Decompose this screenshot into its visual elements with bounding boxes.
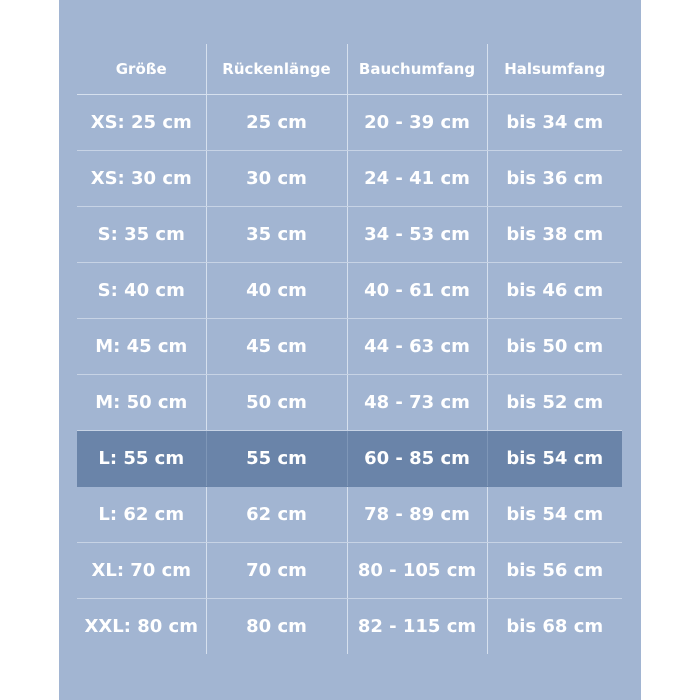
cell-back-length: 62 cm xyxy=(206,487,347,543)
cell-neck-girth: bis 36 cm xyxy=(487,151,622,207)
cell-neck-girth: bis 34 cm xyxy=(487,95,622,151)
table-row xyxy=(77,263,622,319)
cell-size: S: 35 cm xyxy=(77,207,206,263)
table-row xyxy=(77,151,622,207)
cell-back-length: 70 cm xyxy=(206,543,347,599)
cell-neck-girth: bis 54 cm xyxy=(487,487,622,543)
header-size: Größe xyxy=(77,44,206,95)
table-row xyxy=(77,319,622,375)
table-row xyxy=(77,599,622,655)
cell-back-length: 45 cm xyxy=(206,319,347,375)
cell-size: M: 45 cm xyxy=(77,319,206,375)
cell-back-length: 80 cm xyxy=(206,599,347,655)
cell-neck-girth: bis 50 cm xyxy=(487,319,622,375)
cell-belly-girth: 80 - 105 cm xyxy=(347,543,487,599)
table-row xyxy=(77,375,622,431)
cell-back-length: 30 cm xyxy=(206,151,347,207)
header-belly-girth: Bauchumfang xyxy=(347,44,487,95)
table-row xyxy=(77,487,622,543)
cell-size: XXL: 80 cm xyxy=(84,616,198,637)
cell-belly-girth: 34 - 53 cm xyxy=(347,207,487,263)
cell-belly-girth: 44 - 63 cm xyxy=(347,319,487,375)
cell-belly-girth: 60 - 85 cm xyxy=(347,431,487,487)
size-chart-card xyxy=(59,0,641,700)
cell-back-length: 40 cm xyxy=(206,263,347,319)
cell-back-length: 50 cm xyxy=(206,375,347,431)
cell-belly-girth: 48 - 73 cm xyxy=(347,375,487,431)
cell-neck-girth: bis 52 cm xyxy=(487,375,622,431)
cell-neck-girth: bis 38 cm xyxy=(487,207,622,263)
cell-neck-girth: bis 46 cm xyxy=(487,263,622,319)
cell-belly-girth: 20 - 39 cm xyxy=(347,95,487,151)
cell-belly-girth: 40 - 61 cm xyxy=(347,263,487,319)
cell-belly-girth: 24 - 41 cm xyxy=(347,151,487,207)
table-row-highlighted xyxy=(77,431,622,487)
cell-size: S: 40 cm xyxy=(77,263,206,319)
table-row xyxy=(77,95,622,151)
cell-back-length: 35 cm xyxy=(206,207,347,263)
size-chart-table xyxy=(77,44,622,654)
cell-back-length: 55 cm xyxy=(206,431,347,487)
cell-back-length: 25 cm xyxy=(206,95,347,151)
cell-neck-girth: bis 56 cm xyxy=(487,543,622,599)
cell-size: M: 50 cm xyxy=(77,375,206,431)
cell-size: L: 62 cm xyxy=(77,487,206,543)
cell-size: XL: 70 cm xyxy=(77,543,206,599)
cell-neck-girth: bis 68 cm xyxy=(487,599,622,655)
header-row xyxy=(77,44,622,95)
cell-belly-girth: 78 - 89 cm xyxy=(347,487,487,543)
cell-size: XS: 30 cm xyxy=(77,151,206,207)
cell-size: L: 55 cm xyxy=(77,431,206,487)
header-back-length: Rückenlänge xyxy=(206,44,347,95)
header-neck-girth: Halsumfang xyxy=(487,44,622,95)
cell-neck-girth: bis 54 cm xyxy=(487,431,622,487)
cell-size: XS: 25 cm xyxy=(77,95,206,151)
table-row xyxy=(77,543,622,599)
cell-belly-girth: 82 - 115 cm xyxy=(347,599,487,655)
table-row xyxy=(77,207,622,263)
